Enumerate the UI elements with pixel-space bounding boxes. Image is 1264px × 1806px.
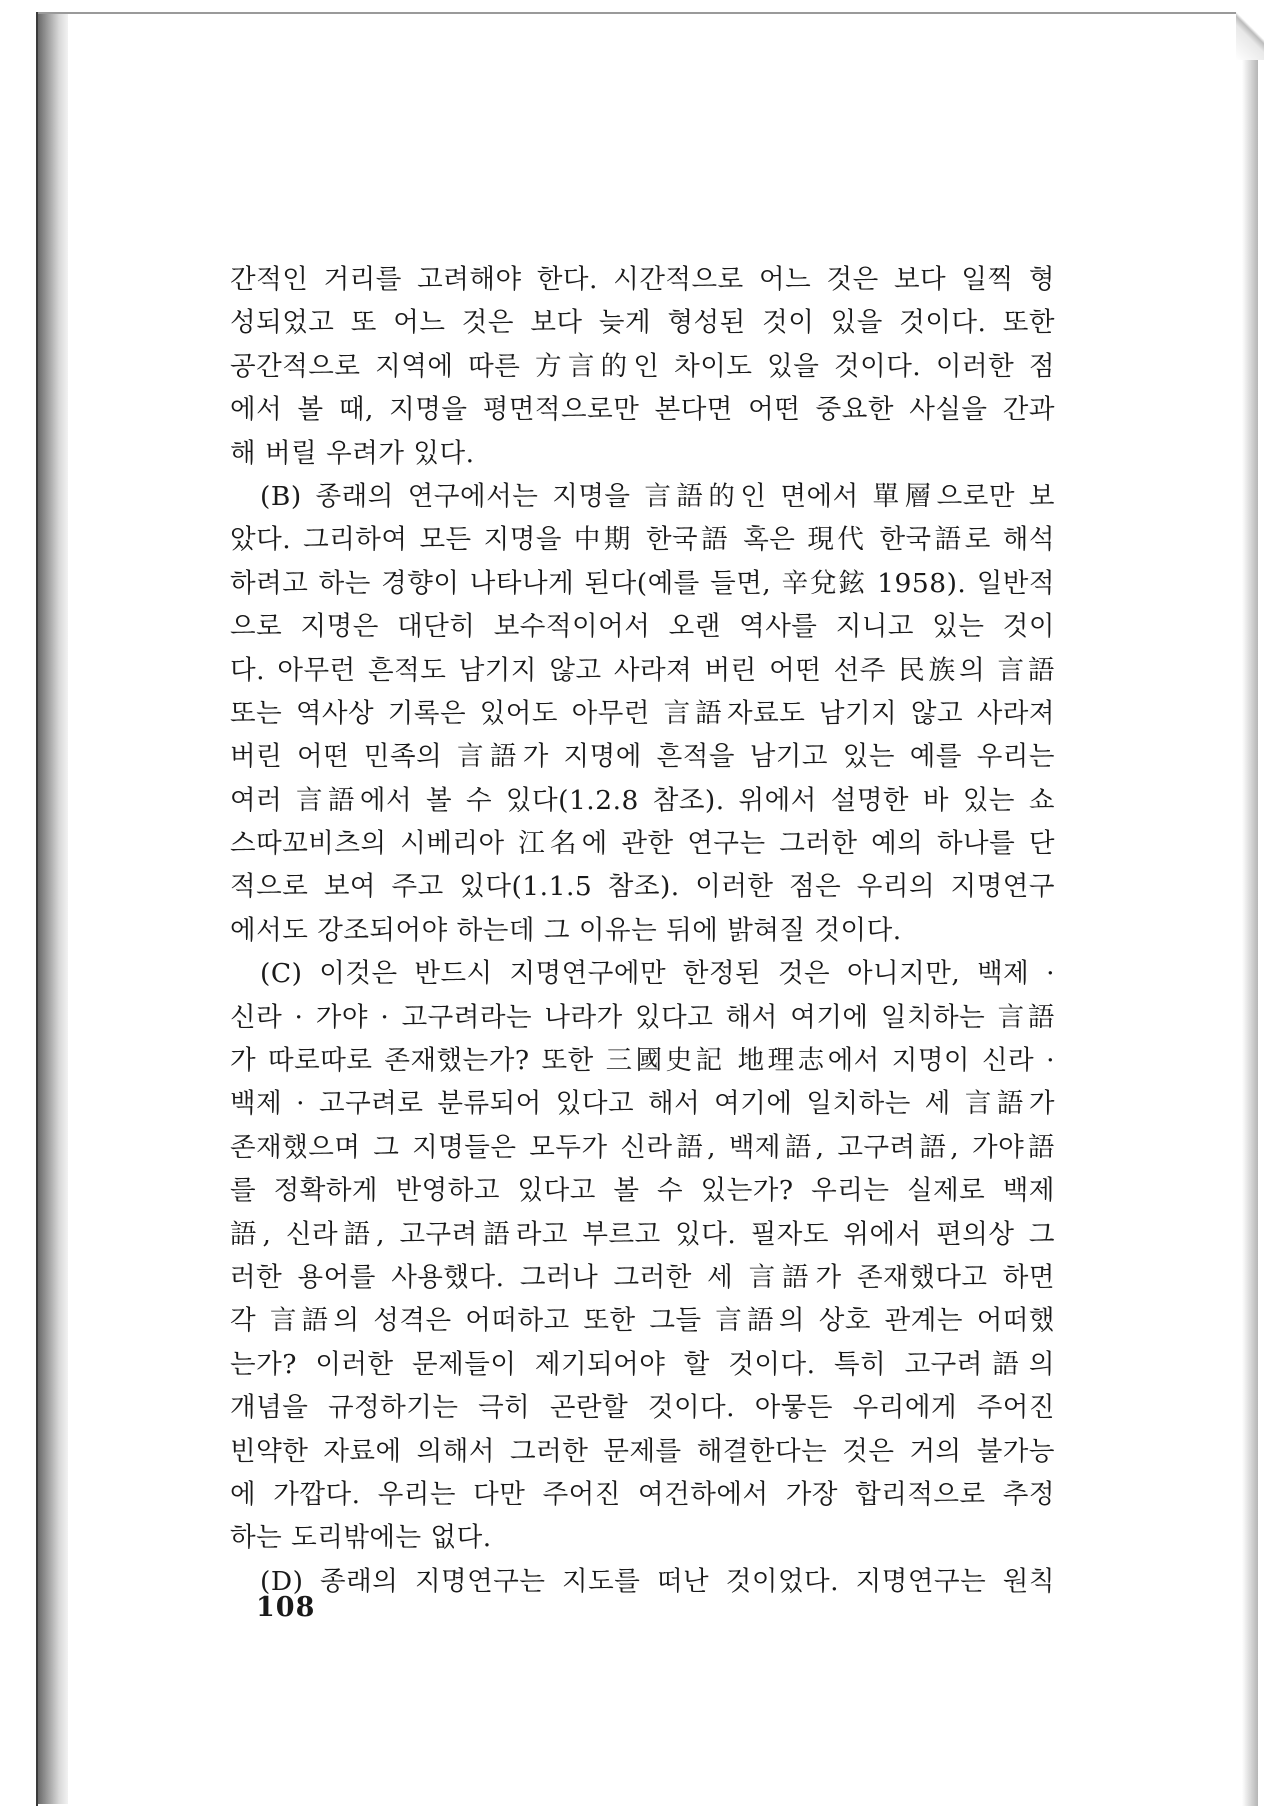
text-line: 으로 지명은 대단히 보수적이어서 오랜 역사를 지니고 있는 것이 [230,611,1055,643]
text-line: 존재했으며 그 지명들은 모두가 신라語, 백제語, 고구려語, 가야語 [230,1131,1055,1163]
page-number: 108 [256,1592,316,1623]
text-line: 버린 어떤 민족의 言語가 지명에 흔적을 남기고 있는 예를 우리는 [230,741,1055,773]
text-line: 적으로 보여 주고 있다(1.1.5 참조). 이러한 점은 우리의 지명연구 [230,871,1055,903]
text-line: 에서도 강조되어야 하는데 그 이유는 뒤에 밝혀질 것이다. [230,914,902,946]
text-line: 다. 아무런 흔적도 남기지 않고 사라져 버린 어떤 선주 民族의 言語 [230,654,1055,686]
text-line: 신라 · 가야 · 고구려라는 나라가 있다고 해서 여기에 일치하는 言語 [230,1001,1055,1033]
text-line: 語, 신라語, 고구려語라고 부르고 있다. 필자도 위에서 편의상 그 [230,1218,1055,1250]
text-line: 간적인 거리를 고려해야 한다. 시간적으로 어느 것은 보다 일찍 형 [230,264,1055,295]
text-line: 공간적으로 지역에 따른 方言的인 차이도 있을 것이다. 이러한 점 [230,350,1055,382]
text-line: 하는 도리밖에는 없다. [230,1522,492,1554]
page-right-shadow [1242,40,1258,1806]
text-line: 를 정확하게 반영하고 있다고 볼 수 있는가? 우리는 실제로 백제 [230,1175,1055,1207]
text-line: 았다. 그리하여 모든 지명을 中期 한국語 혹은 現代 한국語로 해석 [230,524,1055,556]
text-line: 여러 言語에서 볼 수 있다(1.2.8 참조). 위에서 설명한 바 있는 쇼 [230,784,1055,816]
text-line: 가 따로따로 존재했는가? 또한 三國史記 地理志에서 지명이 신라 · [230,1045,1055,1077]
text-line: 빈약한 자료에 의해서 그러한 문제를 해결한다는 것은 거의 불가능 [230,1435,1055,1467]
text-line: 는가? 이러한 문제들이 제기되어야 할 것이다. 특히 고구려語의 [230,1348,1055,1380]
text-line: 개념을 규정하기는 극히 곤란할 것이다. 아뭏든 우리에게 주어진 [230,1392,1055,1424]
text-line: 성되었고 또 어느 것은 보다 늦게 형성된 것이 있을 것이다. 또한 [230,307,1055,339]
text-line: (D) 종래의 지명연구는 지도를 떠난 것이었다. 지명연구는 원칙 [260,1565,1055,1597]
text-line: 에 가깝다. 우리는 다만 주어진 여건하에서 가장 합리적으로 추정 [230,1478,1055,1510]
text-line: 러한 용어를 사용했다. 그러나 그러한 세 言語가 존재했다고 하면 [230,1261,1055,1293]
text-line: 에서 볼 때, 지명을 평면적으로만 본다면 어떤 중요한 사실을 간과 [230,394,1055,426]
text-line: 또는 역사상 기록은 있어도 아무런 言語자료도 남기지 않고 사라져 [230,697,1055,729]
body-text [230,258,1055,1603]
book-spine-shadow [38,14,68,1804]
page-corner-fold [1236,0,1264,60]
text-line: 하려고 하는 경향이 나타나게 된다(예를 들면, 辛兌鉉 1958). 일반적 [230,567,1055,599]
text-line: 백제 · 고구려로 분류되어 있다고 해서 여기에 일치하는 세 言語가 [230,1088,1055,1120]
text-line: (B) 종래의 연구에서는 지명을 言語的인 면에서 單層으로만 보 [260,480,1055,512]
text-line: 스따꼬비츠의 시베리아 江名에 관한 연구는 그러한 예의 하나를 단 [230,828,1055,860]
text-line: 해 버릴 우려가 있다. [230,437,475,469]
text-line: 각 言語의 성격은 어떠하고 또한 그들 言語의 상호 관계는 어떠했 [230,1305,1055,1337]
text-line: (C) 이것은 반드시 지명연구에만 한정된 것은 아니지만, 백제 · [260,958,1055,990]
